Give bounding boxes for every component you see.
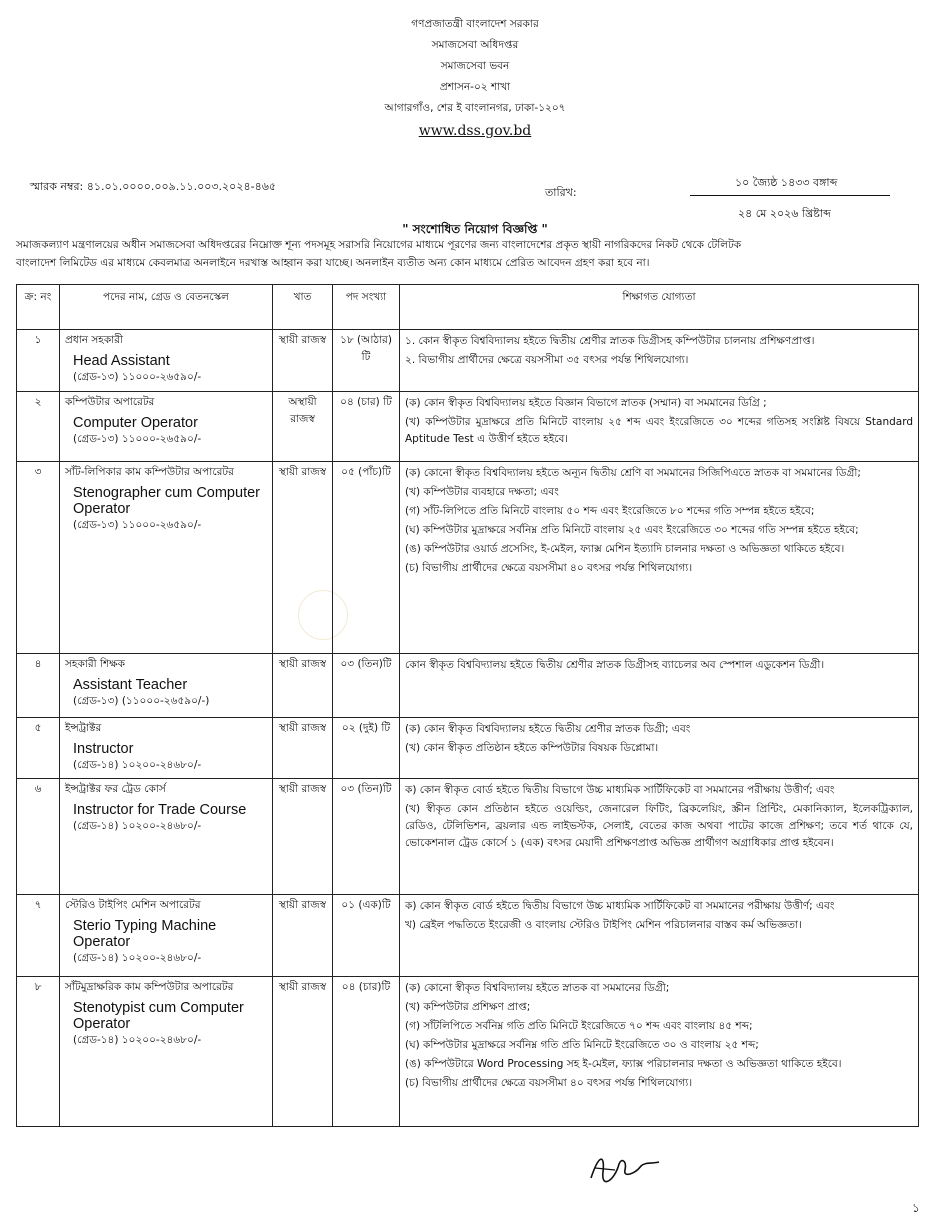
post-grade: (গ্রেড-১৪) ১০২০০-২৪৬৮০/- — [73, 952, 202, 964]
table-row — [17, 718, 919, 779]
qualification-item: (চ) বিভাগীয় প্রার্থীদের ক্ষেত্রে বয়সসীমা ৪০ বৎসর পর্যন্ত শিথিলযোগ্য। — [405, 562, 693, 574]
post-cell — [60, 718, 273, 779]
qualification-item: (খ) কোন স্বীকৃত প্রতিষ্ঠান হইতে কম্পিউটার বিষয়ক ডিপ্লোমা। — [405, 742, 659, 754]
post-cell — [60, 330, 273, 392]
qualification-cell — [400, 895, 919, 977]
header-qualification: শিক্ষাগত যোগ্যতা — [400, 285, 919, 330]
qualification-item: (ঘ) কম্পিউটার মুদ্রাক্ষরে সর্বনিম্ন প্রতি মিনিটে বাংলায় ২৫ এবং ইংরেজিতে ৩০ শব্দের গতি সম্পন্ন হইতে হইবে; — [405, 524, 859, 536]
category-cell: স্থায়ী রাজস্ব — [273, 779, 333, 895]
qualification-cell — [400, 654, 919, 718]
post-grade: (গ্রেড-১৩) ১১০০০-২৬৫৯০/- — [73, 371, 202, 383]
row-no: ৭ — [17, 895, 60, 977]
post-cell — [60, 654, 273, 718]
qualification-item: ক) কোন স্বীকৃত বোর্ড হইতে দ্বিতীয় বিভাগে উচ্চ মাধ্যমিক সার্টিফিকেট বা সমমানের পরীক্ষায় উত্তীর্ণ; এবং — [405, 784, 835, 796]
post-name-bn: সহকারী শিক্ষক — [65, 658, 126, 670]
post-name-en: Instructor for Trade Course — [73, 802, 247, 818]
post-name-bn: ইন্সট্রাক্টর — [65, 722, 102, 734]
count-cell: ১৮ (আঠার) টি — [333, 330, 400, 392]
count-cell: ০৩ (তিন)টি — [333, 779, 400, 895]
website-link[interactable]: www.dss.gov.bd — [418, 123, 532, 139]
qualification-cell — [400, 392, 919, 462]
post-grade: (গ্রেড-১৩) ১১০০০-২৬৫৯০/- — [73, 519, 202, 531]
post-grade: (গ্রেড-১৪) ১০২০০-২৪৬৮০/- — [73, 820, 202, 832]
intro-line-2: বাংলাদেশ লিমিটেড এর মাধ্যমে কেবলমাত্র অনলাইনে দরখাস্ত আহ্বান করা যাচ্ছে। অনলাইন ব্যতীত অন্য কোন মাধ্যমে প্রেরিত আবেদন গ্রহণ করা হবে না। — [16, 257, 650, 269]
qualification-item: (খ) কম্পিউটার মুদ্রাক্ষরে প্রতি মিনিটে বাংলায় ২৫ শব্দ এবং ইংরেজিতে ৩০ শব্দের গতিসহ সংশ্লিষ্ট বিষয়ে Standard Aptitude Test এ উত্তীর্ণ হইতে হইবে। — [405, 416, 913, 445]
qualification-cell — [400, 330, 919, 392]
post-grade: (গ্রেড-১৩) ১১০০০-২৬৫৯০/- — [73, 433, 202, 445]
table-row — [17, 330, 919, 392]
qualification-item: (ক) কোন স্বীকৃত বিশ্ববিদ্যালয় হইতে বিজ্ঞান বিভাগে স্নাতক (সম্মান) বা সমমানের ডিগ্রি ; — [405, 397, 767, 409]
row-no: ৬ — [17, 779, 60, 895]
table-row — [17, 654, 919, 718]
row-no: ৮ — [17, 977, 60, 1127]
date-label: তারিখ: — [545, 186, 577, 199]
post-name-en: Computer Operator — [73, 415, 198, 431]
qualification-item: (খ) স্বীকৃত কোন প্রতিষ্ঠান হইতে ওয়েল্ডিং, জেনারেল ফিটিং, ব্রিকলেয়িং, স্ক্রীন প্রিন্টিং, মেকানিক্যাল, ইলেকট্রিক্যাল, রেডিও, টেলিভিশন, ব্রয়লার এন্ড লাইভস্টক, সেলাই, বেতের কাজ অথবা পাটের কাজে প্রশিক্ষণ; তবে শর্ত থাকে যে, ভোকেশনাল ট্রেড কোর্সে ১ (এক) বৎসর মেয়াদী প্রশিক্ষণপ্রাপ্ত অভিজ্ঞ প্রার্থীগণ অগ্রাধিকার প্রাপ্ত হইবেন। — [405, 803, 913, 849]
category-cell: স্থায়ী রাজস্ব — [273, 462, 333, 654]
post-name-en: Instructor — [73, 741, 134, 757]
office-header — [0, 14, 950, 142]
signature-mark — [585, 1150, 665, 1186]
table-row — [17, 392, 919, 462]
qualification-item: (খ) কম্পিউটার ব্যবহারে দক্ষতা; এবং — [405, 486, 559, 498]
qualification-item: ক) কোন স্বীকৃত বোর্ড হইতে দ্বিতীয় বিভাগে উচ্চ মাধ্যমিক সার্টিফিকেট বা সমমানের পরীক্ষায় উত্তীর্ণ; এবং — [405, 900, 835, 912]
count-cell: ০৪ (চার) টি — [333, 392, 400, 462]
qualification-item: (ঙ) কম্পিউটারে Word Processing সহ ই-মেইল, ফ্যাক্স পরিচালনার দক্ষতা ও অভিজ্ঞতা থাকিতে হইবে। — [405, 1058, 842, 1070]
page-number: ১ — [912, 1201, 920, 1215]
row-no: ১ — [17, 330, 60, 392]
intro-paragraph — [16, 236, 926, 272]
date-divider — [690, 195, 890, 196]
qualification-item: (ঘ) কম্পিউটার মুদ্রাক্ষরে সর্বনিম্ন গতি প্রতি মিনিটে ইংরেজিতে ৩০ ও বাংলায় ২৫ শব্দ; — [405, 1039, 759, 1051]
count-cell: ০১ (এক)টি — [333, 895, 400, 977]
table-row — [17, 895, 919, 977]
header-category: খাত — [273, 285, 333, 330]
post-grade: (গ্রেড-১৪) ১০২০০-২৪৬৮০/- — [73, 759, 202, 771]
category-cell: স্থায়ী রাজস্ব — [273, 330, 333, 392]
category-cell: স্থায়ী রাজস্ব — [273, 718, 333, 779]
building-name: সমাজসেবা ভবন — [440, 60, 510, 72]
table-row — [17, 779, 919, 895]
qualification-item: (ক) কোনো স্বীকৃত বিশ্ববিদ্যালয় হইতে অন্যূন দ্বিতীয় শ্রেণি বা সমমানের সিজিপিএতে স্নাতক বা সমমানের ডিগ্রী; — [405, 467, 861, 479]
header-count: পদ সংখ্যা — [333, 285, 400, 330]
post-name-en: Assistant Teacher — [73, 677, 188, 693]
post-grade: (গ্রেড-১৪) ১০২০০-২৪৬৮০/- — [73, 1034, 202, 1046]
count-cell: ০২ (দুই) টি — [333, 718, 400, 779]
count-cell: ০৫ (পাঁচ)টি — [333, 462, 400, 654]
count-cell: ০৪ (চার)টি — [333, 977, 400, 1127]
office-address: আগারগাঁও, শের ই বাংলানগর, ঢাকা-১২০৭ — [384, 102, 566, 114]
table-row — [17, 462, 919, 654]
row-no: ৪ — [17, 654, 60, 718]
qualification-item: ১. কোন স্বীকৃত বিশ্ববিদ্যালয় হইতে দ্বিতীয় শ্রেণীর স্নাতক ডিগ্রীসহ কম্পিউটার চালনায় প্রশিক্ষণপ্রাপ্ত। — [405, 335, 815, 347]
govt-name: গণপ্রজাতন্ত্রী বাংলাদেশ সরকার — [411, 18, 539, 30]
memo-number: স্মারক নম্বর: ৪১.০১.০০০০.০০৯.১১.০০৩.২০২৪-৪৬৫ — [30, 180, 277, 193]
qualification-item: (গ) সাঁট-লিপিতে প্রতি মিনিটে বাংলায় ৫০ শব্দ এবং ইংরেজিতে ৮০ শব্দের গতি সম্পন্ন হইতে হইবে; — [405, 505, 815, 517]
qualification-item: (ক) কোন স্বীকৃত বিশ্ববিদ্যালয় হইতে দ্বিতীয় শ্রেণীর স্নাতক ডিগ্রী; এবং — [405, 723, 691, 735]
date-english: ২৪ মে ২০২৬ খ্রিষ্টাব্দ — [738, 207, 831, 220]
post-name-bn: প্রধান সহকারী — [65, 334, 123, 346]
qualification-item: খ) ব্রেইল পদ্ধতিতে ইংরেজী ও বাংলায় স্টেরিও টাইপিং মেশিন পরিচালনার বাস্তব কর্ম অভিজ্ঞতা। — [405, 919, 802, 931]
qualification-cell — [400, 977, 919, 1127]
post-cell — [60, 462, 273, 654]
post-name-bn: স্টেরিও টাইপিং মেশিন অপারেটর — [65, 899, 201, 911]
header-no: ক্র: নং — [17, 285, 60, 330]
qualification-item: কোন স্বীকৃত বিশ্ববিদ্যালয় হইতে দ্বিতীয় শ্রেণীর স্নাতক ডিগ্রীসহ ব্যাচেলর অব স্পেশাল এডুকেশন ডিগ্রী। — [405, 659, 825, 671]
post-cell — [60, 779, 273, 895]
post-name-en: Stenotypist cum Computer Operator — [73, 1000, 244, 1032]
category-cell: স্থায়ী রাজস্ব — [273, 895, 333, 977]
qualification-item: (ক) কোনো স্বীকৃত বিশ্ববিদ্যালয় হইতে স্নাতক বা সমমানের ডিগ্রী; — [405, 982, 670, 994]
row-no: ৫ — [17, 718, 60, 779]
table-header-row — [17, 285, 919, 330]
qualification-cell — [400, 718, 919, 779]
qualification-item: (খ) কম্পিউটার প্রশিক্ষণ প্রাপ্ত; — [405, 1001, 531, 1013]
row-no: ২ — [17, 392, 60, 462]
category-cell: স্থায়ী রাজস্ব — [273, 977, 333, 1127]
post-name-en: Head Assistant — [73, 353, 170, 369]
qualification-item: ২. বিভাগীয় প্রার্থীদের ক্ষেত্রে বয়সসীমা ৩৫ বৎসর পর্যন্ত শিথিলযোগ্য। — [405, 354, 689, 366]
post-cell — [60, 895, 273, 977]
notice-title: " সংশোধিত নিয়োগ বিজ্ঞপ্তি " — [402, 222, 548, 236]
vacancy-table — [16, 284, 919, 1127]
row-no: ৩ — [17, 462, 60, 654]
post-cell — [60, 977, 273, 1127]
header-post: পদের নাম, গ্রেড ও বেতনস্কেল — [60, 285, 273, 330]
table-row — [17, 977, 919, 1127]
post-name-bn: সাঁটমুদ্রাক্ষরিক কাম কম্পিউটার অপারেটর — [65, 981, 234, 993]
count-cell: ০৩ (তিন)টি — [333, 654, 400, 718]
category-cell: স্থায়ী রাজস্ব — [273, 654, 333, 718]
post-name-bn: কম্পিউটার অপারেটর — [65, 396, 155, 408]
post-cell — [60, 392, 273, 462]
qualification-cell — [400, 462, 919, 654]
post-name-en: Stenographer cum Computer Operator — [73, 485, 260, 517]
qualification-item: (গ) সাঁটলিপিতে সর্বনিম্ন গতি প্রতি মিনিটে ইংরেজিতে ৭০ শব্দ এবং বাংলায় ৪৫ শব্দ; — [405, 1020, 753, 1032]
qualification-cell — [400, 779, 919, 895]
post-name-en: Sterio Typing Machine Operator — [73, 918, 217, 950]
branch-name: প্রশাসন-০২ শাখা — [439, 81, 511, 93]
date-bangla: ১০ জ্যৈষ্ঠ ১৪৩৩ বঙ্গাব্দ — [735, 176, 838, 189]
qualification-item: (চ) বিভাগীয় প্রার্থীদের ক্ষেত্রে বয়সসীমা ৪০ বৎসর পর্যন্ত শিথিলযোগ্য। — [405, 1077, 693, 1089]
category-cell: অস্থায়ী রাজস্ব — [273, 392, 333, 462]
post-name-bn: ইন্সট্রাক্টর ফর ট্রেড কোর্স — [65, 783, 166, 795]
department-name: সমাজসেবা অধিদপ্তর — [431, 39, 519, 51]
intro-line-1: সমাজকল্যাণ মন্ত্রণালয়ের অধীন সমাজসেবা অধিদপ্তরের নিম্নোক্ত শূন্য পদসমূহ সরাসরি নিয়োগের মাধ্যমে পূরণের জন্য বাংলাদেশের প্রকৃত স্থায়ী নাগরিকদের নিকট থেকে টেলিটক — [16, 239, 742, 251]
post-name-bn: সাঁট-লিপিকার কাম কম্পিউটার অপারেটর — [65, 466, 234, 478]
post-grade: (গ্রেড-১৩) (১১০০০-২৬৫৯০/-) — [73, 695, 210, 707]
qualification-item: (ঙ) কম্পিউটার ওয়ার্ড প্রসেসিং, ই-মেইল, ফ্যাক্স মেশিন ইত্যাদি চালনার দক্ষতা ও অভিজ্ঞতা থাকিতে হইবে। — [405, 543, 845, 555]
